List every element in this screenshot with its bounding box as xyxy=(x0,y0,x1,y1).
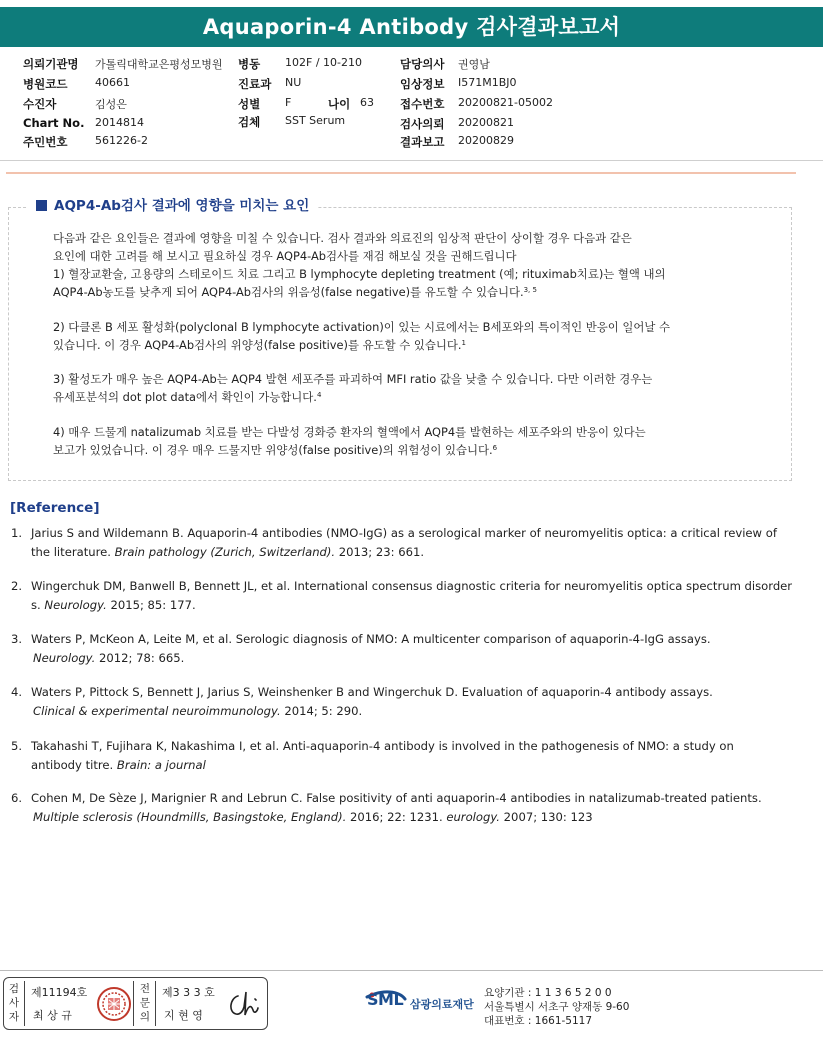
rrn-label: 주민번호 xyxy=(23,135,68,149)
reference-text: antibody titre. xyxy=(31,757,117,772)
receipt-value: 20200821-05002 xyxy=(458,96,553,109)
factor-4-line-1: 4) 매우 드물게 natalizumab 치료를 받는 다발성 경화증 환자의 혈액에서 AQP4를 발현하는 세포주와의 반응이 있다는 xyxy=(53,425,646,439)
reference-text: Waters P, McKeon A, Leite M, et al. Serologic diagnosis of NMO: A multicenter comparison of aquaporin-4-IgG assays. xyxy=(31,632,711,646)
specimen-label: 검체 xyxy=(238,115,261,129)
factor-3-text: 유세포분석의 dot plot data에서 확인이 가능합니다. xyxy=(53,390,317,404)
factor-1-line-2 xyxy=(53,283,768,301)
square-bullet-icon xyxy=(36,200,47,211)
patient-value: 김성은 xyxy=(95,98,127,111)
examiner-label-text: 검사자 xyxy=(8,983,20,1023)
hospital-code-value: 40661 xyxy=(95,76,130,89)
factor-1-citation: 3, 5 xyxy=(523,286,537,294)
specialist-label xyxy=(138,982,152,1024)
factor-2 xyxy=(53,318,768,354)
factor-2-line-2 xyxy=(53,336,768,354)
factor-4-line-2 xyxy=(53,441,768,459)
journal-name: Multiple sclerosis (Houndmills, Basingstoke, England). xyxy=(33,809,347,824)
sml-logo-text: SML xyxy=(367,990,404,1009)
footer-divider xyxy=(0,970,823,971)
reference-number: 4. xyxy=(11,685,23,699)
reference-text: Jarius S and Wildemann B. Aquaporin-4 antibodies (NMO-IgG) as a serological marker of neuromyelitis optica: a critical review of xyxy=(31,526,777,540)
reference-number: 2. xyxy=(11,579,23,593)
institution-label: 의뢰기관명 xyxy=(23,57,79,71)
factor-1-text: AQP4-Ab농도를 낮추게 되어 AQP4-Ab검사의 위음성(false negative)를 유도할 수 있습니다. xyxy=(53,285,524,299)
clinical-label: 임상정보 xyxy=(400,77,445,91)
factor-2-citation: 1 xyxy=(461,339,466,347)
clinical-value: I571M1BJ0 xyxy=(458,76,517,89)
factor-3-line-1: 3) 활성도가 매우 높은 AQP4-Ab는 AQP4 발현 세포주를 파괴하여 MFI ratio 값을 낮출 수 있습니다. 다만 이러한 경우는 xyxy=(53,372,653,386)
age-label: 나이 xyxy=(328,97,351,111)
organization-address: 서울특별시 서초구 양재동 9-60 xyxy=(484,1001,630,1013)
signature-divider xyxy=(133,981,134,1026)
reference-cont xyxy=(11,702,817,721)
factor-2-line-1: 2) 다클론 B 세포 활성화(polyclonal B lymphocyte activation)이 있는 시료에서는 B세포와의 특이적인 반응이 일어날 수 xyxy=(53,320,670,334)
reference-text: Takahashi T, Fujihara K, Nakashima I, et al. Anti-aquaporin-4 antibody is involved in the pathogenesis of NMO: a study on xyxy=(31,739,734,753)
organization-phone: 대표번호 : 1661-5117 xyxy=(484,1015,593,1027)
factor-4-citation: 6 xyxy=(492,444,498,452)
receipt-label: 접수번호 xyxy=(400,97,445,111)
reference-text: Waters P, Pittock S, Bennett J, Jarius S, Weinshenker B and Wingerchuk D. Evaluation of aquaporin-4 antibody assays. xyxy=(31,685,713,699)
reference-text: the literature. xyxy=(31,544,115,559)
examiner-license-no: 제11194호 xyxy=(31,986,88,999)
factor-2-text: 있습니다. 이 경우 AQP4-Ab검사의 위양성(false positive)를 유도할 수 있습니다. xyxy=(53,338,462,352)
signature-box xyxy=(3,977,268,1030)
report-date-label: 결과보고 xyxy=(400,135,445,149)
factor-4-text: 보고가 있었습니다. 이 경우 매우 드물지만 위양성(false positive)의 위험성이 있습니다. xyxy=(53,443,493,457)
reference-number: 3. xyxy=(11,632,23,646)
factor-1-line-1: 1) 혈장교환술, 고용량의 스테로이드 치료 그리고 B lymphocyte depleting treatment (예; rituximab치료)는 혈액 내의 xyxy=(53,267,666,281)
reference-title: [Reference] xyxy=(10,500,100,516)
examiner-label xyxy=(7,982,21,1024)
reference-number: 6. xyxy=(11,791,23,805)
specimen-value: SST Serum xyxy=(285,114,346,127)
signature-divider xyxy=(24,981,25,1026)
reference-number: 5. xyxy=(11,739,23,753)
patient-info-panel xyxy=(0,56,823,156)
hospital-code-label: 병원코드 xyxy=(23,77,68,91)
journal-name: Brain pathology (Zurich, Switzerland). xyxy=(114,544,336,559)
chart-no-value: 2014814 xyxy=(95,116,144,129)
journal-name: Neurology. xyxy=(33,650,96,665)
request-date-value: 20200821 xyxy=(458,116,514,129)
factors-heading-text: AQP4-Ab검사 결과에 영향을 미치는 요인 xyxy=(54,198,310,214)
factor-3-line-2 xyxy=(53,388,768,406)
organization-code: 요양기관 : 1 1 3 6 5 2 0 0 xyxy=(484,987,612,999)
journal-name: Clinical & experimental neuroimmunology. xyxy=(33,703,281,718)
dept-label: 진료과 xyxy=(238,77,272,91)
reference-citation: 2013; 23: 661. xyxy=(335,544,425,559)
doctor-label: 담당의사 xyxy=(400,57,445,71)
reference-citation: 2015; 85: 177. xyxy=(106,597,196,612)
doctor-value: 권영남 xyxy=(458,58,490,71)
factors-heading xyxy=(28,196,317,216)
ward-label: 병동 xyxy=(238,57,261,71)
section-divider xyxy=(6,172,796,174)
reference-2 xyxy=(11,577,817,614)
handwritten-signature-icon xyxy=(226,988,262,1020)
report-title: Aquaporin-4 Antibody 검사결과보고서 xyxy=(0,7,823,47)
specialist-license-no: 제3 3 3 호 xyxy=(162,986,215,999)
report-date-value: 20200829 xyxy=(458,134,514,147)
examiner-name: 최 상 규 xyxy=(33,1009,72,1022)
reference-cont xyxy=(11,543,817,562)
reference-text: s. xyxy=(31,597,45,612)
reference-5 xyxy=(11,737,817,774)
factor-3-citation: 4 xyxy=(316,391,322,399)
reference-1 xyxy=(11,524,817,561)
patient-label: 수진자 xyxy=(23,97,57,111)
reference-citation: 2012; 78: 665. xyxy=(95,650,185,665)
journal-name: Neurology. xyxy=(44,597,107,612)
factor-4 xyxy=(53,423,768,459)
request-date-label: 검사의뢰 xyxy=(400,117,445,131)
intro-line-2: 요인에 대한 고려를 해 보시고 필요하실 경우 AQP4-Ab검사를 재검 해보실 것을 권해드립니다 xyxy=(53,249,517,263)
reference-6 xyxy=(11,789,817,826)
journal-name: eurology. xyxy=(446,809,500,824)
specialist-label-text: 전문의 xyxy=(139,983,151,1023)
chart-no-label: Chart No. xyxy=(23,116,85,130)
reference-citation: 2014; 5: 290. xyxy=(280,703,363,718)
reference-cont xyxy=(11,808,817,827)
specialist-name: 지 현 영 xyxy=(164,1009,203,1022)
dept-value: NU xyxy=(285,76,302,89)
reference-text: Wingerchuk DM, Banwell B, Bennett JL, et al. International consensus diagnostic criteria for neuromyelitis optica spectrum disorder xyxy=(31,579,793,593)
organization-name: 삼광의료재단 xyxy=(410,998,474,1011)
reference-3 xyxy=(11,630,817,667)
sex-value: F xyxy=(285,96,292,109)
signature-divider xyxy=(155,981,156,1026)
reference-cont xyxy=(11,756,817,775)
reference-cont xyxy=(11,596,817,615)
rrn-value: 561226-2 xyxy=(95,134,148,147)
reference-4 xyxy=(11,683,817,720)
divider xyxy=(0,160,823,161)
ward-value: 102F / 10-210 xyxy=(285,56,362,69)
reference-number: 1. xyxy=(11,526,23,540)
factors-intro xyxy=(53,229,768,301)
age-value: 63 xyxy=(360,96,374,109)
sex-label: 성별 xyxy=(238,97,261,111)
reference-cont xyxy=(11,649,817,668)
journal-name: Brain: a journal xyxy=(116,757,206,772)
seal-stamp-icon xyxy=(96,986,132,1022)
reference-text: Cohen M, De Sèze J, Marignier R and Lebrun C. False positivity of anti aquaporin-4 antibodies in natalizumab-treated patients. xyxy=(31,791,762,805)
reference-citation: 2007; 130: 123 xyxy=(500,809,593,824)
reference-citation: 2016; 22: 1231. xyxy=(346,809,447,824)
intro-line-1: 다음과 같은 요인들은 결과에 영향을 미칠 수 있습니다. 검사 결과와 의료진의 임상적 판단이 상이할 경우 다음과 같은 xyxy=(53,231,632,245)
factor-3 xyxy=(53,370,768,406)
institution-value: 가톨릭대학교은평성모병원 xyxy=(95,58,223,71)
